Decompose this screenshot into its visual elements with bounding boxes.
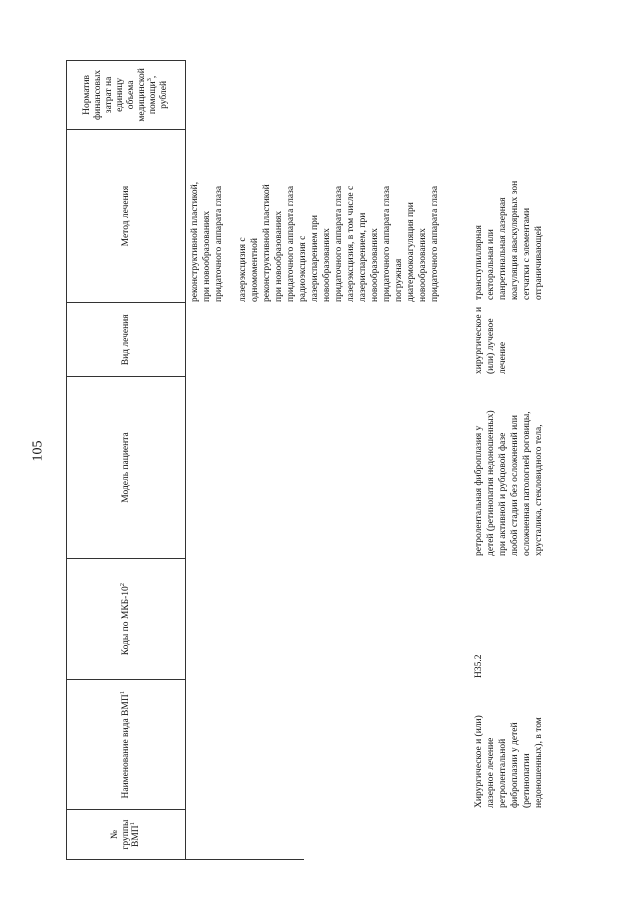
row-patient-model: ретролентальная фиброплазия у детей (ретинопатия недоношенных) при активной и рубцовой фазе любой стадии без осложнений или осложненная патологией роговицы, хрусталика, стекловидного тела, <box>474 410 544 556</box>
header-patient-model: Модель пациента <box>67 376 185 558</box>
method-continuation: реконструктивной пластикой, при новообразованиях придаточного аппарата глаза лазерэксцизия с одномоментной реконструктивной пластикой при новообразованиях придаточного аппарата глаза радиоэксцизия с лазериспарением при новообразованиях придаточного аппарата глаза лазерэксцизия, в том числе с лазериспарением, при новообразованиях придаточного аппарата глаза погружная диатермокоагуляция при новообразованиях придаточного аппарата глаза <box>190 181 440 302</box>
page-number: 105 <box>30 440 46 462</box>
header-financial-norm: Норматив финансовых затрат на единицу объема медицинской помощи$^3$, рублей <box>82 68 169 122</box>
header-treatment-method: Метод лечения <box>67 129 185 303</box>
row-treatment-method: транспупиллярная секторальная или панретинальная лазерная коагуляция аваскулярных зон сетчатки с элементами отграничивающей <box>474 180 544 300</box>
left-border-line <box>186 859 304 860</box>
row-treatment-type: хирургическое и (или) лучевое лечение <box>474 306 508 374</box>
row-vmp-name: Хирургическое и (или) лазерное лечение ретролентальной фиброплазии у детей (ретинопатии недоношенных), в том <box>474 715 544 808</box>
table-header <box>66 60 186 860</box>
rotated-table-page <box>66 60 616 860</box>
header-icd-codes: Коды по МКБ-$10^2$ <box>67 558 185 680</box>
header-group-number: № группы ВМП$^1$ <box>67 809 185 859</box>
header-treatment-type: Вид лечения <box>67 302 185 376</box>
row-icd-code: H35.2 <box>474 654 484 678</box>
header-vmp-name: Наименование вида ВМП$^1$ <box>67 679 185 809</box>
